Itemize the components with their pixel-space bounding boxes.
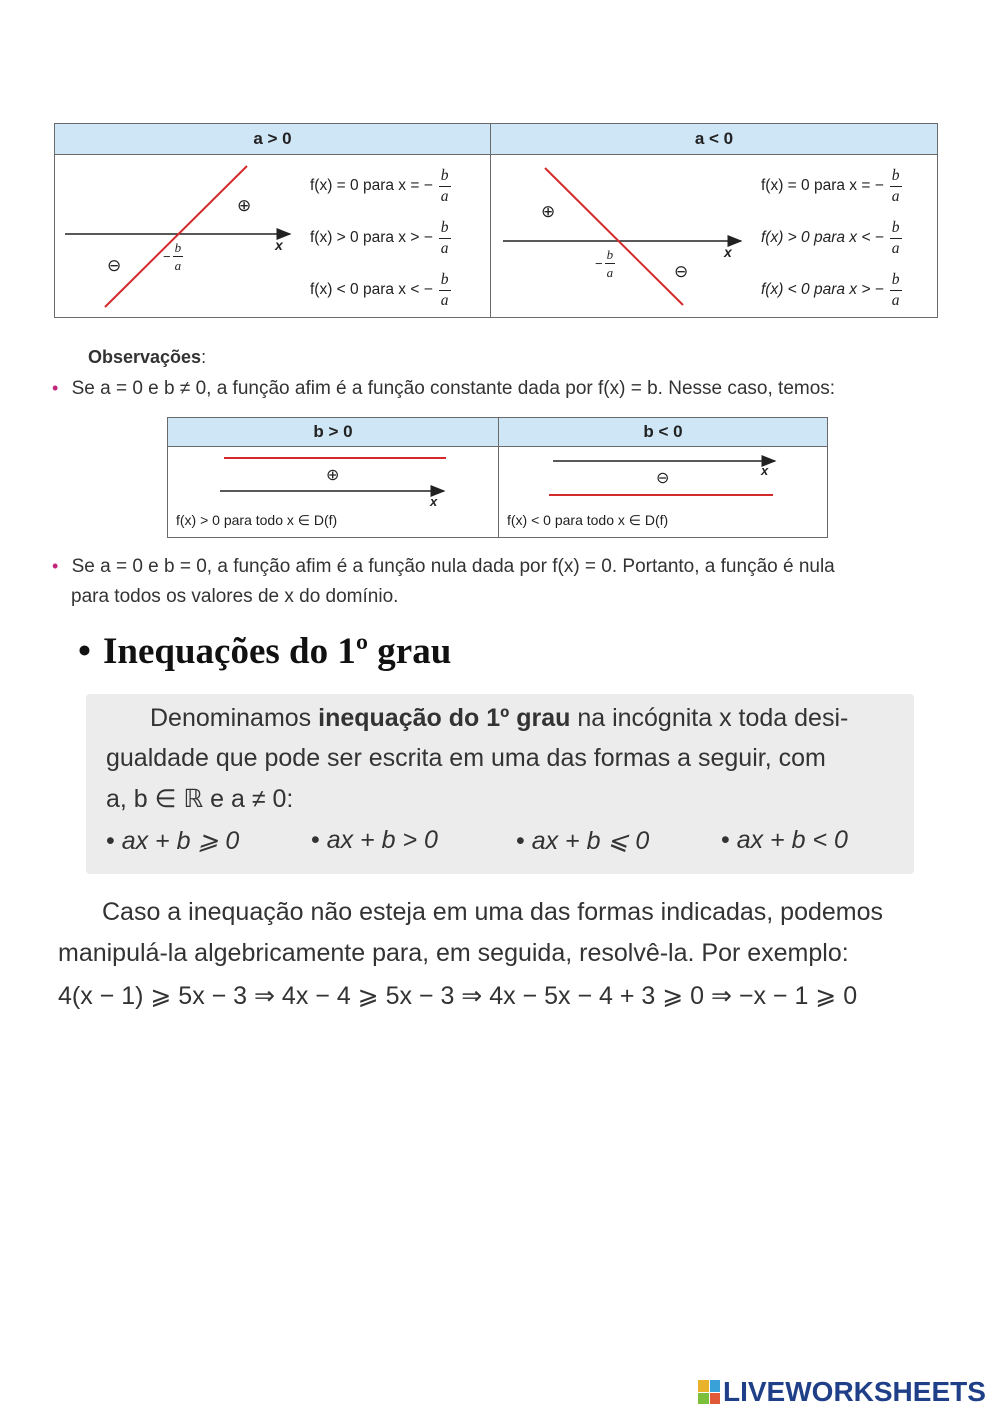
section-heading: • Inequações do 1º grau bbox=[78, 631, 452, 672]
minus-region-icon: ⊖ bbox=[674, 262, 689, 281]
form-item: • ax + b ⩾ 0 bbox=[106, 827, 240, 855]
table-affine-sign bbox=[54, 123, 938, 318]
logo-badge-icon bbox=[698, 1380, 720, 1404]
conditions-a-positive bbox=[310, 160, 451, 316]
table-constant-sign bbox=[167, 417, 828, 538]
minus-region-icon: ⊖ bbox=[656, 470, 670, 487]
root-label: − $\frac{b}{a}$ bbox=[595, 247, 614, 280]
red-line-negative-slope bbox=[545, 168, 683, 305]
axis-x-label: x bbox=[761, 463, 769, 478]
definition-line: a, b ∈ ℝ e a ≠ 0: bbox=[106, 785, 294, 813]
condition-row: f(x) > 0 para x > − $\frac{b}{a}$ bbox=[310, 219, 449, 257]
axis-x-label: x bbox=[724, 244, 732, 260]
conditions-a-negative bbox=[761, 160, 902, 316]
table-header-b-negative: b < 0 bbox=[499, 418, 827, 447]
definition-box bbox=[86, 694, 914, 874]
condition-row: f(x) = 0 para x = − $\frac{b}{a}$ bbox=[310, 167, 449, 205]
inequality-forms bbox=[106, 826, 906, 856]
caption-b-positive: f(x) > 0 para todo x ∈ D(f) bbox=[176, 512, 338, 528]
condition-row: f(x) = 0 para x = − $\frac{b}{a}$ bbox=[761, 167, 900, 205]
condition-row: f(x) < 0 para x > − $\frac{b}{a}$ bbox=[761, 271, 900, 309]
root-label: − $\frac{b}{a}$ bbox=[163, 240, 182, 273]
observations-title: Observações: bbox=[88, 347, 207, 367]
bullet-icon: • bbox=[52, 378, 59, 398]
paragraph-line: Caso a inequação não esteja em uma das formas indicadas, podemos bbox=[102, 898, 884, 926]
bullet-icon: • bbox=[52, 556, 59, 576]
table-header-a-negative: a < 0 bbox=[491, 124, 937, 155]
minus-region-icon: ⊖ bbox=[107, 256, 122, 275]
form-item: • ax + b < 0 bbox=[721, 826, 848, 854]
plus-region-icon: ⊕ bbox=[237, 196, 252, 215]
axis-x-label: x bbox=[275, 237, 283, 253]
table-header-b-positive: b > 0 bbox=[168, 418, 499, 447]
form-item: • ax + b ⩽ 0 bbox=[516, 827, 650, 855]
condition-row: f(x) < 0 para x < − $\frac{b}{a}$ bbox=[310, 271, 449, 309]
heading-bullet: • bbox=[78, 631, 91, 672]
definition-line: gualdade que pode ser escrita em uma das formas a seguir, com bbox=[106, 744, 826, 772]
table-header-a-positive: a > 0 bbox=[55, 124, 491, 155]
logo-text: LIVEWORKSHEETS bbox=[723, 1376, 986, 1407]
plus-region-icon: ⊕ bbox=[541, 202, 556, 221]
axis-x-label: x bbox=[430, 494, 438, 509]
observation-item: • Se a = 0 e b ≠ 0, a função afim é a função constante dada por f(x) = b. Nesse caso, temos: bbox=[52, 378, 836, 399]
condition-row: f(x) > 0 para x < − $\frac{b}{a}$ bbox=[761, 219, 900, 257]
form-item: • ax + b > 0 bbox=[311, 826, 438, 854]
example-equation: 4(x − 1) ⩾ 5x − 3 ⇒ 4x − 4 ⩾ 5x − 3 ⇒ 4x − 5x − 4 + 3 ⩾ 0 ⇒ −x − 1 ⩾ 0 bbox=[58, 982, 858, 1010]
paragraph-line: manipulá-la algebricamente para, em seguida, resolvê-la. Por exemplo: bbox=[58, 939, 849, 967]
caption-b-negative: f(x) < 0 para todo x ∈ D(f) bbox=[507, 512, 669, 528]
plus-region-icon: ⊕ bbox=[326, 467, 340, 484]
liveworksheets-logo[interactable] bbox=[698, 1376, 986, 1408]
definition-line: Denominamos inequação do 1º grau na incógnita x toda desi- bbox=[150, 704, 849, 732]
red-line-positive-slope bbox=[105, 166, 247, 307]
observation-item: • Se a = 0 e b = 0, a função afim é a função nula dada por f(x) = 0. Portanto, a função é nula para todos os valores de x do domínio. bbox=[52, 556, 835, 607]
